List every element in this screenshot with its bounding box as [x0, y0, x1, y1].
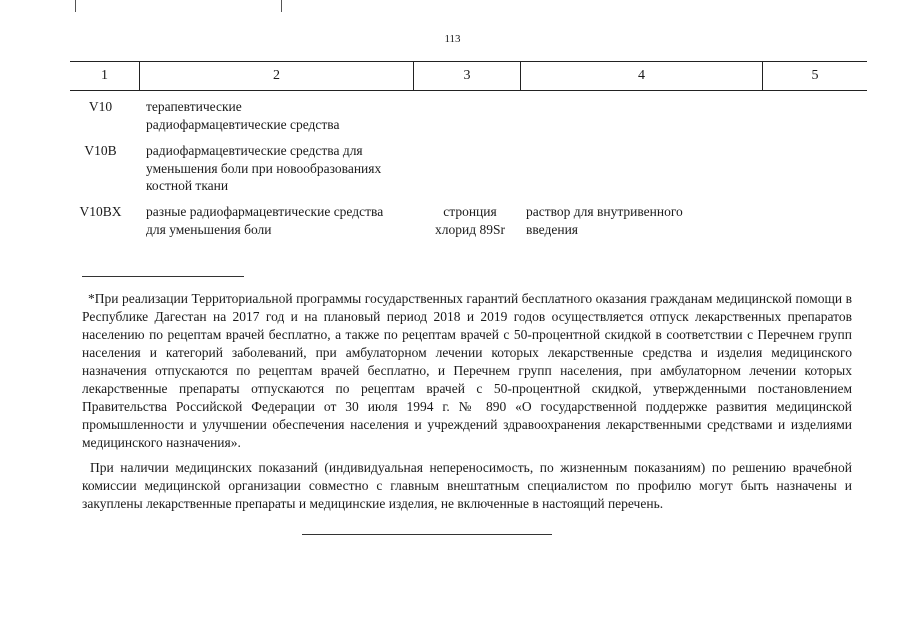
- atc-group-name: [146, 98, 416, 133]
- table-header-col-5: 5: [811, 68, 819, 83]
- dosage-form-line: введения: [526, 221, 579, 237]
- table-header-col-2: 2: [140, 62, 414, 90]
- scan-margin-mark-right: [281, 0, 282, 12]
- atc-group-name-line: разные радиофармацевтические средства: [146, 204, 384, 219]
- scan-margin-mark-left: [75, 0, 76, 12]
- footnote-separator: [82, 276, 244, 277]
- atc-group-name-line: для уменьшения боли: [146, 221, 272, 237]
- atc-group-name: [146, 142, 416, 195]
- footnote-paragraph-2: При наличии медицинских показаний (индивидуальная непереносимость, по жизненным показаниям) по решению врачебной комиссии медицинской организации совместно с главным внештатным специалистом по профилю могут быть назначены и закуплены лекарственные препараты и медицинские изделия, не включенные в настоящий перечень.: [82, 460, 852, 511]
- dosage-form-line: раствор для внутривенного: [526, 204, 683, 219]
- atc-group-name-line: костной ткани: [146, 178, 229, 193]
- table-header-col-3: 3: [414, 62, 521, 90]
- page-number: 113: [444, 33, 461, 45]
- atc-group-name-line: радиофармацевтические средства для: [146, 143, 363, 158]
- drug-name: [420, 203, 520, 238]
- table-header-col-1: 1: [70, 62, 140, 90]
- atc-group-name-line: терапевтические: [146, 99, 242, 114]
- atc-group-name: [146, 203, 416, 238]
- end-separator: [302, 534, 552, 535]
- dosage-form: [526, 203, 726, 238]
- table-header: [70, 61, 867, 91]
- atc-code: V10: [88, 99, 113, 114]
- atc-group-name-line: радиофармацевтические средства: [146, 116, 340, 132]
- atc-code: V10BX: [79, 204, 122, 219]
- drug-name-line: хлорид 89Sr: [435, 221, 505, 237]
- table-header-col-4: 4: [521, 62, 763, 90]
- atc-code: V10B: [84, 143, 117, 158]
- drug-name-line: стронция: [443, 204, 497, 219]
- footnote-paragraph-1: *При реализации Территориальной программы государственных гарантий бесплатного оказания гражданам медицинской помощи в Республике Дагестан на 2017 год и на плановый период 2018 и 2019 годов осуществляется отпуск лекарственных препаратов населению по рецептам врачей бесплатно, а также по рецептам врачей с 50-процентной скидкой в соответствии с Перечнем групп населения и категорий заболеваний, при амбулаторном лечении которых лекарственные средства и изделия медицинского назначения отпускаются по рецептам врачей бесплатно, и Перечнем групп населения, при амбулаторном лечении которых лекарственные препараты отпускаются по рецептам врачей с 50-процентной скидкой, утвержденными постановлением Правительства Российской Федерации от 30 июля 1994 г. № 890 «О государственной поддержке развития медицинской промышленности и улучшении обеспечения населения и учреждений здравоохранения лекарственными средствами и изделиями медицинского назначения».: [82, 291, 852, 450]
- atc-group-name-line: уменьшения боли при новообразованиях: [146, 160, 382, 176]
